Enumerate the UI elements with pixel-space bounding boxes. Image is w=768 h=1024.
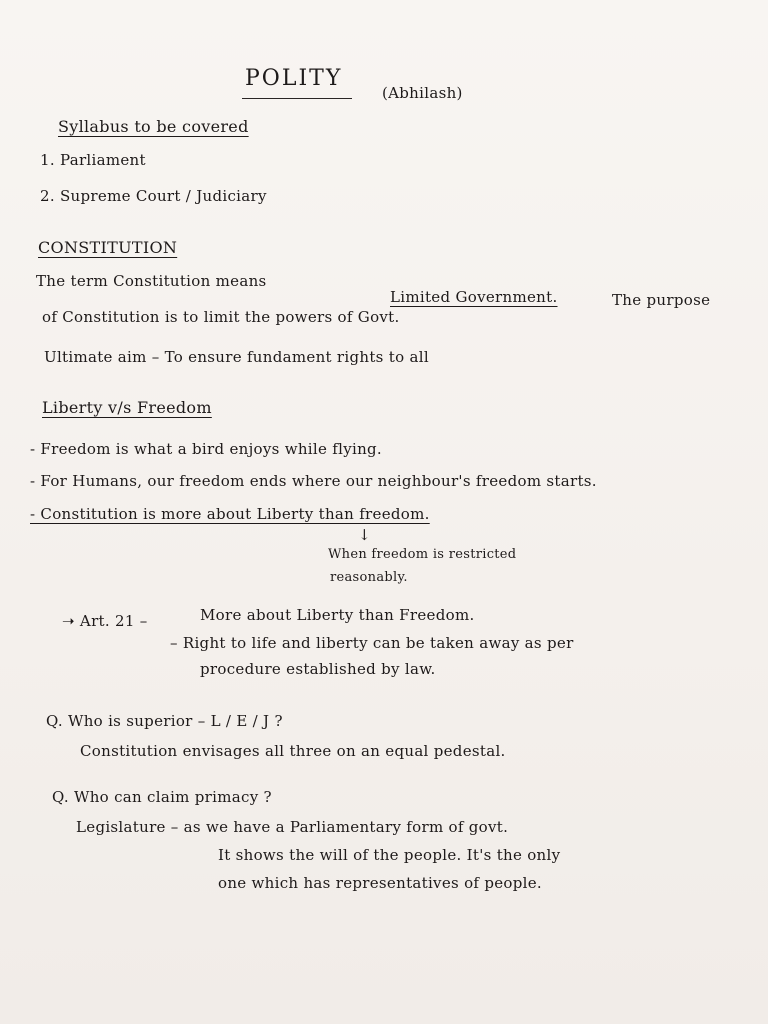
- answer-superior: Constitution envisages all three on an equal pedestal.: [80, 742, 506, 760]
- author-name: (Abhilash): [382, 84, 463, 102]
- syllabus-item: 2. Supreme Court / Judiciary: [40, 187, 267, 205]
- article-21-line: – Right to life and liberty can be taken away as per: [170, 634, 574, 652]
- article-21-line: procedure established by law.: [200, 660, 436, 678]
- liberty-point: - Constitution is more about Liberty than freedom.: [30, 505, 430, 523]
- syllabus-item: 1. Parliament: [40, 151, 146, 169]
- constitution-line-end: The purpose: [612, 291, 711, 309]
- ultimate-aim: Ultimate aim – To ensure fundament rights to all: [44, 348, 429, 366]
- constitution-line: of Constitution is to limit the powers of Govt.: [42, 308, 400, 326]
- liberty-note: reasonably.: [330, 570, 408, 585]
- liberty-note: When freedom is restricted: [328, 547, 517, 562]
- article-21-line: More about Liberty than Freedom.: [200, 606, 475, 624]
- page-title: POLITY: [245, 66, 343, 91]
- syllabus-heading: Syllabus to be covered: [58, 117, 249, 136]
- answer-primacy: Legislature – as we have a Parliamentary form of govt.: [76, 818, 509, 836]
- article-21-label: ➝ Art. 21 –: [62, 612, 148, 630]
- constitution-line: The term Constitution means: [36, 272, 267, 290]
- down-arrow: ↓: [358, 526, 371, 544]
- answer-primacy: It shows the will of the people. It's the only: [218, 846, 561, 864]
- answer-primacy: one which has representatives of people.: [218, 874, 542, 892]
- liberty-point: - Freedom is what a bird enjoys while flying.: [30, 440, 382, 458]
- question-primacy: Q. Who can claim primacy ?: [52, 788, 272, 806]
- constitution-heading: CONSTITUTION: [38, 238, 178, 257]
- question-superior: Q. Who is superior – L / E / J ?: [46, 712, 283, 730]
- liberty-point: - For Humans, our freedom ends where our neighbour's freedom starts.: [30, 472, 597, 490]
- limited-government-text: Limited Government.: [390, 288, 558, 306]
- liberty-heading: Liberty v/s Freedom: [42, 398, 212, 417]
- title-underline: [242, 98, 352, 99]
